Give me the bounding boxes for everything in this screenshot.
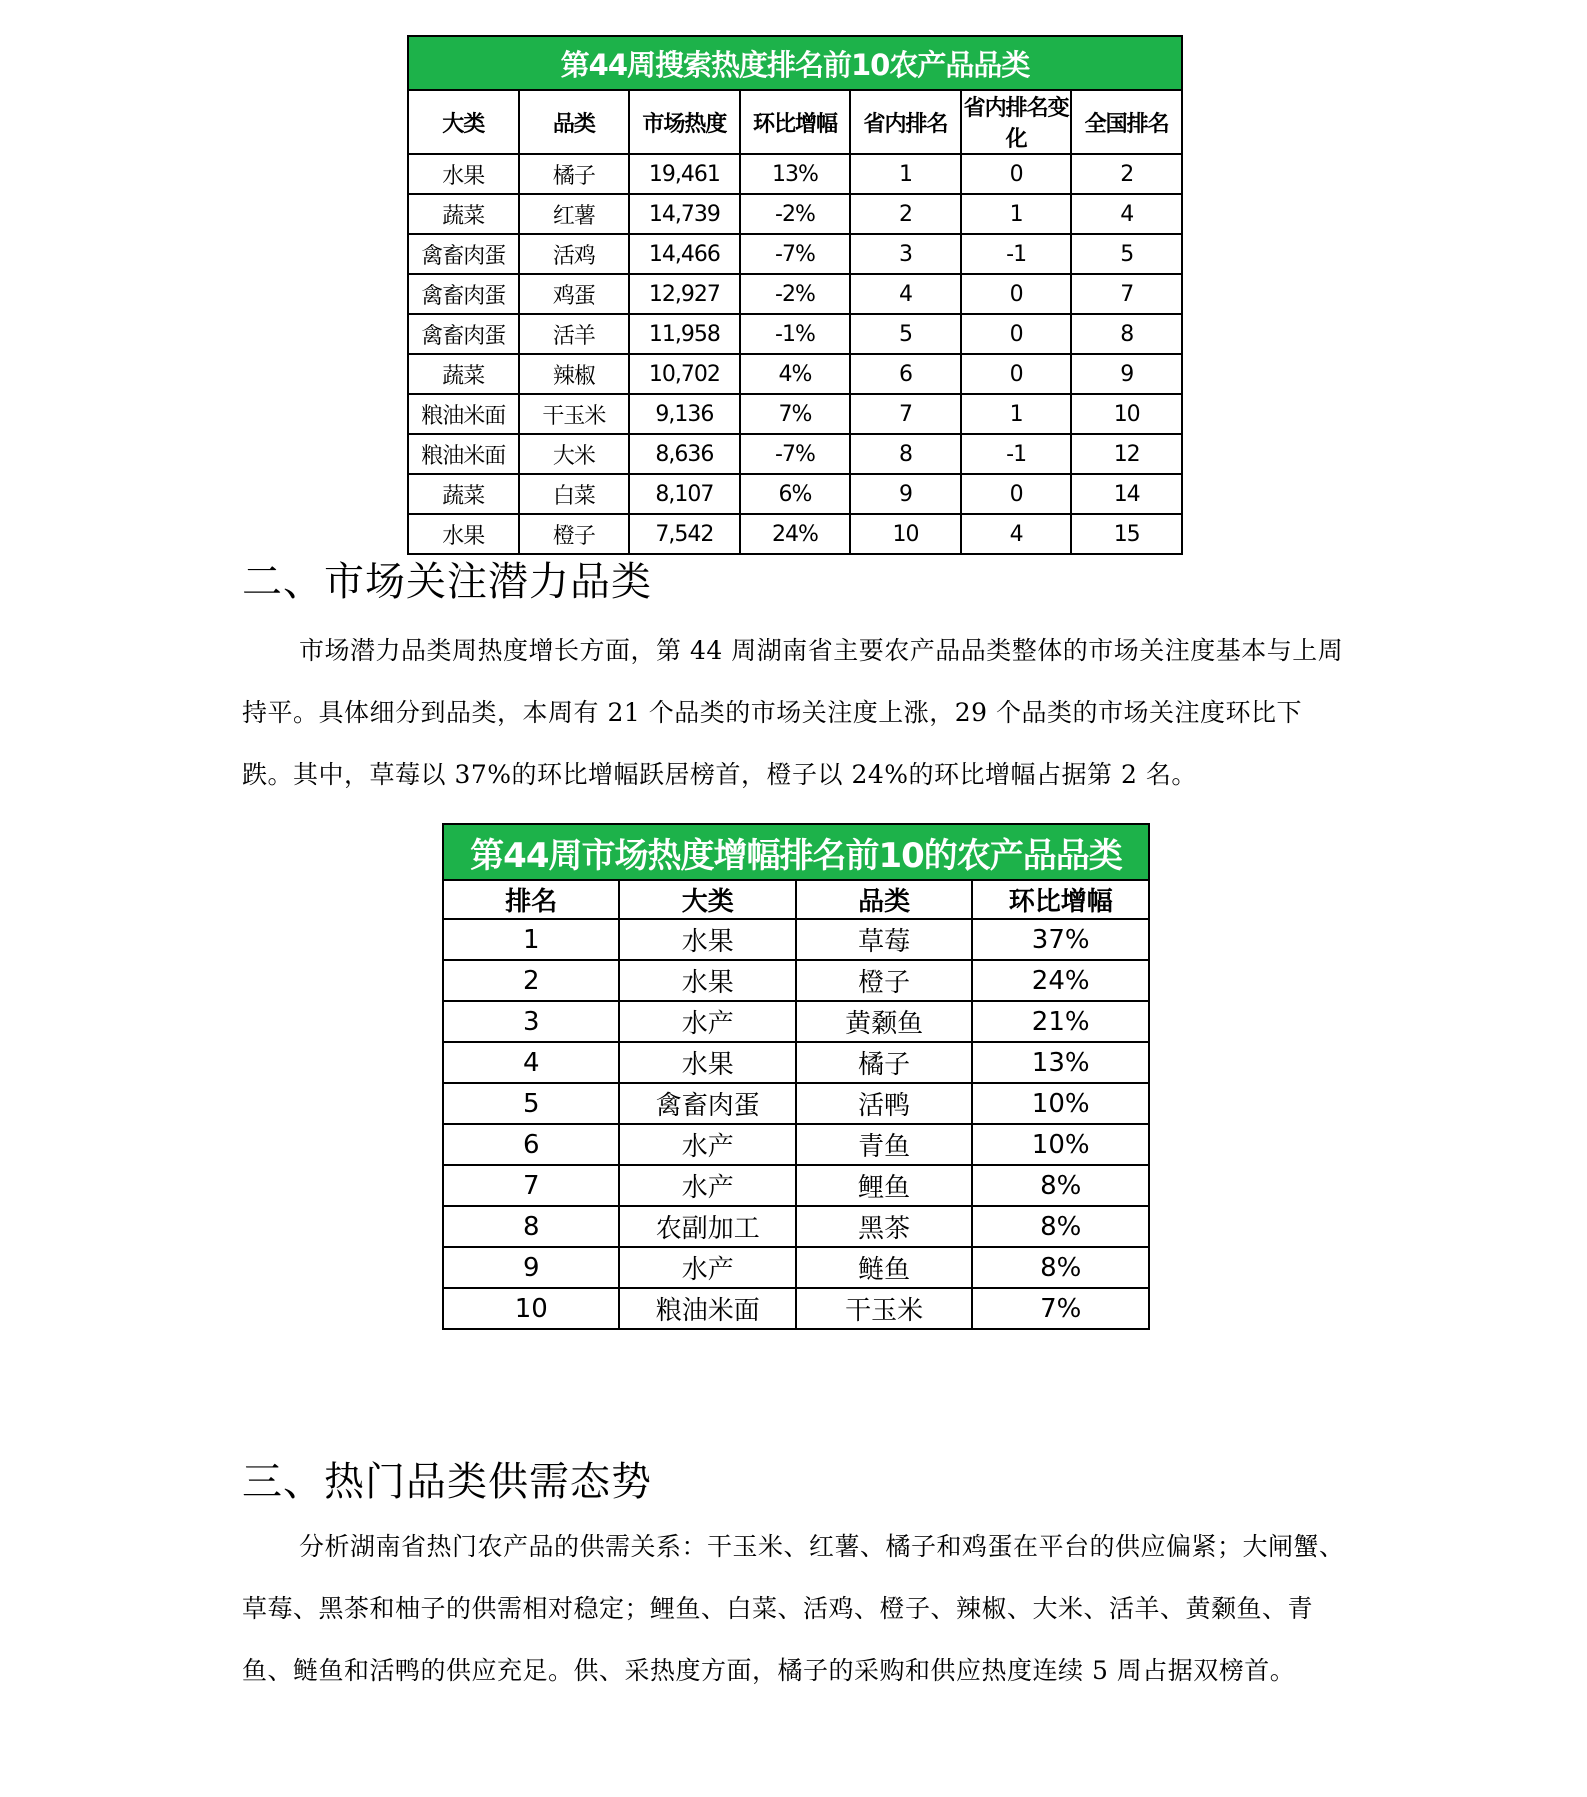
table-cell: 蔬菜: [408, 474, 519, 514]
table-cell: -1: [961, 234, 1072, 274]
table-cell: 10,702: [629, 354, 740, 394]
table-row: [408, 354, 1182, 394]
header-cell: 环比增幅: [740, 90, 851, 154]
table-cell: 红薯: [519, 194, 630, 234]
table-cell: 13%: [740, 154, 851, 194]
table-row: [408, 194, 1182, 234]
table-cell: 14,466: [629, 234, 740, 274]
header-cell: 省内排名: [850, 90, 961, 154]
table-row: [443, 1124, 1149, 1165]
table-cell: 粮油米面: [619, 1288, 795, 1329]
table-cell: 鲤鱼: [796, 1165, 972, 1206]
table-cell: 10: [1071, 394, 1182, 434]
table-row: [408, 514, 1182, 554]
table-cell: 0: [961, 314, 1072, 354]
table-cell: 12: [1071, 434, 1182, 474]
header-cell: 市场热度: [629, 90, 740, 154]
table-cell: 8: [443, 1206, 619, 1247]
table-cell: 6: [443, 1124, 619, 1165]
table-cell: 蔬菜: [408, 354, 519, 394]
table-cell: 12,927: [629, 274, 740, 314]
table-cell: 10: [443, 1288, 619, 1329]
table-cell: 禽畜肉蛋: [408, 274, 519, 314]
table-cell: 禽畜肉蛋: [408, 314, 519, 354]
table-cell: 13%: [972, 1042, 1149, 1083]
table-cell: 10: [850, 514, 961, 554]
table-cell: 37%: [972, 919, 1149, 960]
table-cell: 8%: [972, 1247, 1149, 1288]
table-cell: 蔬菜: [408, 194, 519, 234]
header-cell: 省内排名变化: [961, 90, 1072, 154]
table-cell: 黄颡鱼: [796, 1001, 972, 1042]
table-cell: -1%: [740, 314, 851, 354]
table-cell: 8: [1071, 314, 1182, 354]
table-cell: 9,136: [629, 394, 740, 434]
table-cell: 7,542: [629, 514, 740, 554]
table-cell: 5: [443, 1083, 619, 1124]
table-row: [443, 1247, 1149, 1288]
table-cell: 大米: [519, 434, 630, 474]
table-cell: 鸡蛋: [519, 274, 630, 314]
table-header-row: [443, 880, 1149, 919]
table-cell: 15: [1071, 514, 1182, 554]
table-cell: 19,461: [629, 154, 740, 194]
table-cell: 8,636: [629, 434, 740, 474]
table-cell: -2%: [740, 274, 851, 314]
header-cell: 大类: [619, 880, 795, 919]
table-cell: 24%: [972, 960, 1149, 1001]
table-cell: 7: [1071, 274, 1182, 314]
table-cell: 1: [961, 194, 1072, 234]
table-cell: 青鱼: [796, 1124, 972, 1165]
table-cell: 1: [961, 394, 1072, 434]
section-heading: 三、热门品类供需态势: [242, 1459, 652, 1505]
table-cell: 禽畜肉蛋: [408, 234, 519, 274]
section-paragraph: 市场潜力品类周热度增长方面，第 44 周湖南省主要农产品品类整体的市场关注度基本与上周持平。具体细分到品类，本周有 21 个品类的市场关注度上涨，29 个品类的市场关注度环比下跌。其中，草莓以 37%的环比增幅跃居榜首，橙子以 24%的环比增幅占据第 2 名。: [242, 636, 1344, 789]
table-cell: 24%: [740, 514, 851, 554]
table-cell: 2: [850, 194, 961, 234]
table-cell: 水果: [619, 960, 795, 1001]
table-cell: 4%: [740, 354, 851, 394]
header-cell: 环比增幅: [972, 880, 1149, 919]
table-row: [408, 394, 1182, 434]
header-cell: 品类: [796, 880, 972, 919]
table-cell: 0: [961, 474, 1072, 514]
table-row: [408, 234, 1182, 274]
table-cell: 橙子: [796, 960, 972, 1001]
table-cell: 水果: [408, 154, 519, 194]
table-cell: 0: [961, 274, 1072, 314]
table-cell: 10%: [972, 1124, 1149, 1165]
table-row: [443, 1165, 1149, 1206]
table-cell: 8%: [972, 1165, 1149, 1206]
table-header-row: [408, 90, 1182, 154]
table-cell: 9: [443, 1247, 619, 1288]
table-cell: 7: [850, 394, 961, 434]
table-cell: 10%: [972, 1083, 1149, 1124]
table-cell: 9: [850, 474, 961, 514]
table-row: [443, 919, 1149, 960]
table-cell: 水果: [619, 1042, 795, 1083]
table-cell: 8%: [972, 1206, 1149, 1247]
table-cell: 橘子: [519, 154, 630, 194]
table-cell: 14: [1071, 474, 1182, 514]
table-cell: 7%: [972, 1288, 1149, 1329]
table-row: [408, 474, 1182, 514]
table-title: 第44周搜索热度排名前10农产品品类: [408, 36, 1182, 90]
table-cell: 2: [1071, 154, 1182, 194]
table-title: 第44周市场热度增幅排名前10的农产品品类: [443, 824, 1149, 880]
table-cell: 4: [850, 274, 961, 314]
table-cell: 1: [443, 919, 619, 960]
table-title-row: [408, 36, 1182, 90]
table-title-row: [443, 824, 1149, 880]
table-cell: 水果: [408, 514, 519, 554]
table-cell: 干玉米: [519, 394, 630, 434]
table-cell: 粮油米面: [408, 394, 519, 434]
header-cell: 品类: [519, 90, 630, 154]
table-cell: 6%: [740, 474, 851, 514]
header-cell: 大类: [408, 90, 519, 154]
table-cell: 水果: [619, 919, 795, 960]
table-cell: 8,107: [629, 474, 740, 514]
table-cell: 8: [850, 434, 961, 474]
heat-growth-top10-table: [442, 823, 1150, 1330]
table-cell: 白菜: [519, 474, 630, 514]
table-cell: 鲢鱼: [796, 1247, 972, 1288]
table-cell: 4: [1071, 194, 1182, 234]
table-row: [408, 154, 1182, 194]
table-row: [408, 274, 1182, 314]
table-cell: 粮油米面: [408, 434, 519, 474]
table-cell: 水产: [619, 1165, 795, 1206]
table-cell: 活鸡: [519, 234, 630, 274]
table-cell: 1: [850, 154, 961, 194]
table-row: [443, 1288, 1149, 1329]
table-cell: -2%: [740, 194, 851, 234]
table-cell: -7%: [740, 434, 851, 474]
table-row: [408, 434, 1182, 474]
table-cell: 7%: [740, 394, 851, 434]
table-cell: 5: [1071, 234, 1182, 274]
table-cell: 水产: [619, 1124, 795, 1165]
table-cell: 21%: [972, 1001, 1149, 1042]
table-cell: 6: [850, 354, 961, 394]
table-row: [443, 1083, 1149, 1124]
table-cell: 黑茶: [796, 1206, 972, 1247]
table-cell: 3: [850, 234, 961, 274]
table-cell: 2: [443, 960, 619, 1001]
table-cell: -1: [961, 434, 1072, 474]
table-cell: 7: [443, 1165, 619, 1206]
table-cell: 14,739: [629, 194, 740, 234]
table-cell: 水产: [619, 1001, 795, 1042]
table-cell: 5: [850, 314, 961, 354]
table-cell: 水产: [619, 1247, 795, 1288]
table-cell: 干玉米: [796, 1288, 972, 1329]
table-cell: 橘子: [796, 1042, 972, 1083]
table-cell: 4: [443, 1042, 619, 1083]
table-cell: 0: [961, 154, 1072, 194]
section-paragraph: 分析湖南省热门农产品的供需关系：干玉米、红薯、橘子和鸡蛋在平台的供应偏紧；大闸蟹、草莓、黑茶和柚子的供需相对稳定；鲤鱼、白菜、活鸡、橙子、辣椒、大米、活羊、黄颡鱼、青鱼、鲢鱼和活鸭的供应充足。供、采热度方面，橘子的采购和供应热度连续 5 周占据双榜首。: [242, 1532, 1345, 1685]
table-cell: 11,958: [629, 314, 740, 354]
section-heading: 二、市场关注潜力品类: [242, 559, 652, 605]
table-row: [443, 1001, 1149, 1042]
table-cell: 辣椒: [519, 354, 630, 394]
table-cell: 活羊: [519, 314, 630, 354]
table-cell: 禽畜肉蛋: [619, 1083, 795, 1124]
table-cell: 农副加工: [619, 1206, 795, 1247]
table-cell: 4: [961, 514, 1072, 554]
table-cell: 活鸭: [796, 1083, 972, 1124]
table-row: [443, 960, 1149, 1001]
table-cell: 3: [443, 1001, 619, 1042]
table-cell: 9: [1071, 354, 1182, 394]
table-cell: -7%: [740, 234, 851, 274]
table-row: [443, 1042, 1149, 1083]
table-cell: 草莓: [796, 919, 972, 960]
table-cell: 0: [961, 354, 1072, 394]
table-cell: 橙子: [519, 514, 630, 554]
header-cell: 排名: [443, 880, 619, 919]
table-row: [443, 1206, 1149, 1247]
header-cell: 全国排名: [1071, 90, 1182, 154]
search-heat-top10-table: [407, 35, 1183, 555]
table-row: [408, 314, 1182, 354]
